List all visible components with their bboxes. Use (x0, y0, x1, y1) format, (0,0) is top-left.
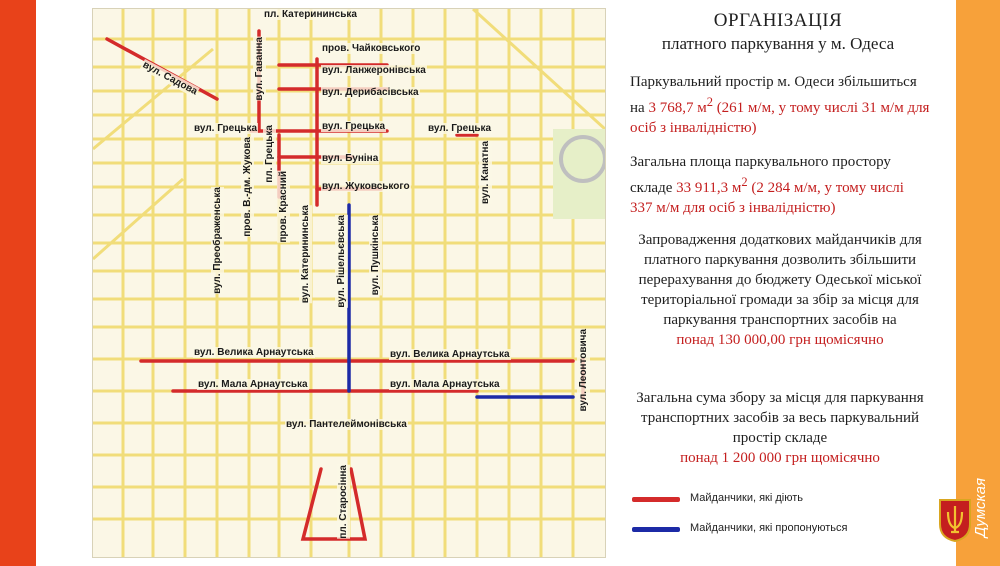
paragraph-total-fee (630, 388, 930, 468)
label-rishelievska: вул. Рішельєвська (336, 215, 347, 308)
city-map (92, 8, 606, 558)
label-m-arnautska-e: вул. Мала Арнаутська (390, 379, 500, 390)
label-derybasivska: вул. Дерибасівська (322, 87, 419, 98)
left-accent-bar (0, 0, 36, 566)
label-katerynynska: вул. Катерининська (300, 205, 311, 304)
label-katerynynska-sq: пл. Катерининська (264, 9, 357, 20)
label-v-zhukova: пров. В.-дм. Жукова (242, 137, 253, 237)
paragraph-budget (630, 230, 930, 350)
label-panteleimonivska: вул. Пантелеймонівська (286, 419, 407, 430)
p2-text: Загальна площа паркувального простору складе (630, 154, 891, 196)
legend-active-label: Майданчики, які діють (690, 492, 804, 504)
label-hretska-c: вул. Грецька (322, 121, 386, 132)
legend-active-swatch (632, 497, 680, 502)
title-line-2: платного паркування у м. Одеса (661, 34, 895, 53)
odesa-coat-of-arms-icon (938, 498, 972, 542)
label-v-arnautska-e: вул. Велика Арнаутська (390, 349, 510, 360)
label-hretska-w: вул. Грецька (194, 123, 258, 134)
watermark-dumskaya: Думская (972, 478, 989, 538)
p3-value: понад 130 000,00 грн щомісячно (676, 332, 884, 348)
p4-value: понад 1 200 000 грн щомісячно (680, 450, 880, 466)
label-sadova: вул. Садова (140, 59, 200, 98)
label-kanatna: вул. Канатна (480, 141, 491, 205)
p2-value: 33 911,3 м (676, 180, 742, 196)
label-hretska-sq: пл. Грецька (264, 125, 275, 183)
p4-text: Загальна сума збору за місця для паркування транспортних засобів за весь паркувальний простір складе (636, 390, 924, 446)
label-m-arnautska-w: вул. Мала Арнаутська (198, 379, 308, 390)
title-line-1: ОРГАНІЗАЦІЯ (713, 10, 843, 31)
p2-tail: (2 284 м/м, у тому числі 337 м/м для осіб з інвалідністю) (630, 180, 904, 216)
label-havanna: вул. Гаванна (254, 37, 265, 101)
p1-value: 3 768,7 м (648, 100, 707, 116)
p2-sup: 2 (741, 175, 748, 189)
p3-text: Запровадження додаткових майданчиків для платного паркування дозволить збільшити перерахування до бюджету Одеської міської територіальної громади за збір за місця для паркування транспортних засобів на (638, 232, 922, 328)
proposed-parking-lines (349, 205, 573, 397)
p1-tail: (261 м/м, у тому (712, 100, 821, 116)
legend-proposed-swatch (632, 527, 680, 532)
label-preobrazhenska: вул. Преображенська (212, 187, 223, 294)
label-v-arnautska-w: вул. Велика Арнаутська (194, 347, 314, 358)
paragraph-total-area (630, 152, 930, 218)
p1-tail-red: числі 31 м/м для осіб з інвалідністю) (630, 100, 930, 136)
label-bunina: вул. Буніна (322, 153, 379, 164)
label-starosinna: пл. Старосінна (338, 465, 349, 539)
p1-sup: 2 (706, 95, 713, 109)
label-hretska-e: вул. Грецька (428, 123, 492, 134)
label-leontovycha: вул. Леонтовича (578, 329, 589, 412)
label-zhukovskoho: вул. Жуковського (322, 181, 410, 192)
label-chaikovskoho: пров. Чайковського (322, 43, 421, 54)
label-lanzheronivska: вул. Ланжеронівська (322, 65, 426, 76)
slide-title (628, 10, 928, 54)
label-kranyi: пров. Красний (278, 171, 289, 243)
label-pushkinska: вул. Пушкінська (370, 215, 381, 296)
legend-proposed-label: Майданчики, які пропонуються (690, 522, 848, 534)
p1-text: Паркувальний простір м. Одеси збільшиться на (630, 74, 917, 116)
paragraph-parking-increase (630, 72, 930, 138)
